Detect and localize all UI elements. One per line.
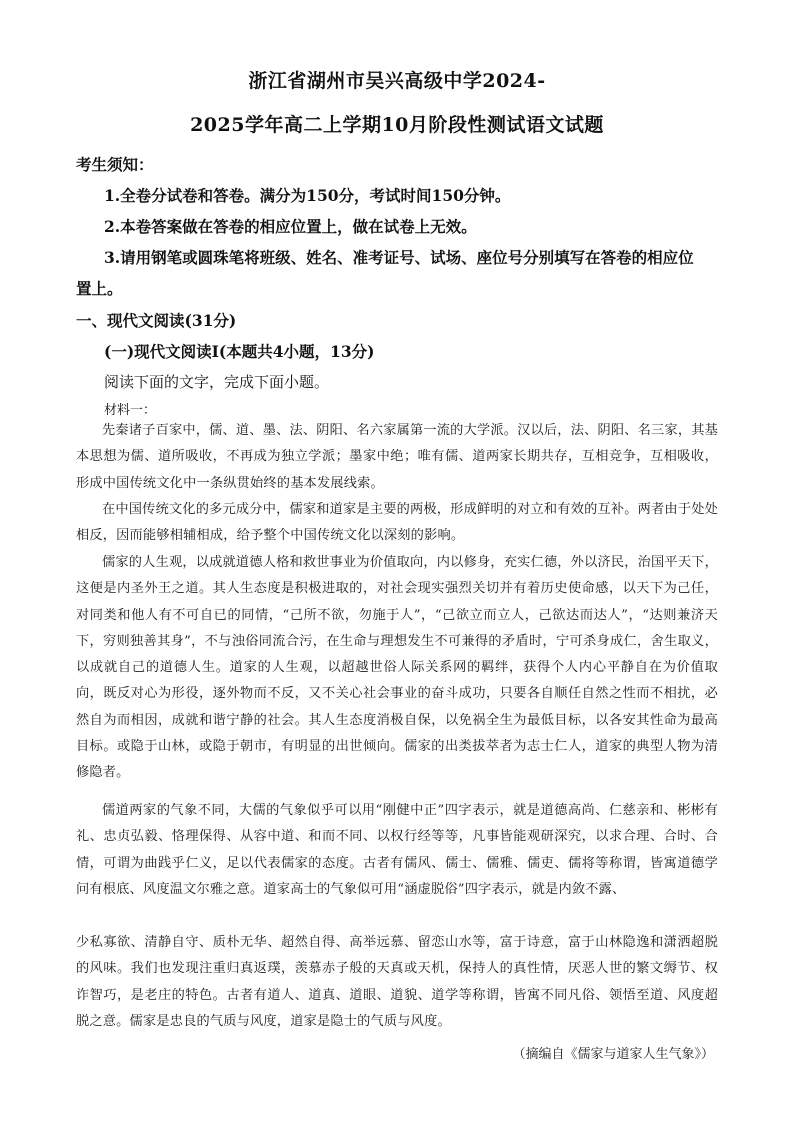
reading-instruction: 阅读下面的文字，完成下面小题。 — [104, 373, 330, 391]
paragraph-2: 在中国传统文化的多元成分中，儒家和道家是主要的两极，形成鲜明的对立和有效的互补。两者由于处处相反，因而能够相辅相成，给予整个中国传统文化以深刻的影响。 — [76, 502, 718, 544]
paragraph-1: 先秦诸子百家中，儒、道、墨、法、阴阳、名六家属第一流的大学派。汉以后，法、阴阳、名三家，其基本思想为儒、道所吸收，不再成为独立学派；墨家中绝；唯有儒、道两家长期共存，互相竞争，互相吸收，形成中国传统文化中一条纵贯始终的基本发展线索。 — [76, 423, 718, 491]
notice-heading: 考生须知： — [76, 155, 154, 174]
exam-title-line-2: 2025学年高二上学期10月阶段性测试语文试题 — [190, 114, 604, 136]
source-citation: （摘编自《儒家与道家人生气象》） — [512, 1047, 714, 1062]
notice-item-2: 2.本卷答案做在答卷的相应位置上，做在试卷上无效。 — [104, 217, 477, 236]
notice-item-3: 3.请用钢笔或圆珠笔将班级、姓名、准考证号、试场、座位号分别填写在答卷的相应位 — [104, 248, 694, 267]
section-heading: 一、现代文阅读(31分) — [76, 311, 237, 330]
section-subheading: (一)现代文阅读Ⅰ(本题共4小题，13分) — [104, 342, 375, 361]
notice-item-1: 1.全卷分试卷和答卷。满分为150分，考试时间150分钟。 — [104, 186, 511, 205]
paragraph-4: 儒道两家的气象不同，大儒的气象似乎可以用“刚健中正”四字表示，就是道德高尚、仁慈亲和、彬彬有礼、忠贞弘毅、恪理保得、从容中道、和而不同、以权行经等等，凡事皆能观研深究，以求合理、合时、合情，可谓为曲践乎仁义，足以代表儒家的态度。古者有儒风、儒士、儒雅、儒吏、儒将等称谓，皆寓道德学问有根底、风度温文尔雅之意。道家高士的气象似可用“涵虚脱俗”四字表示，就是内敛不露、 — [76, 803, 718, 897]
notice-item-3-continued: 置上。 — [76, 279, 123, 298]
paragraph-3: 儒家的人生观，以成就道德人格和救世事业为价值取向，内以修身，充实仁德，外以济民，治国平天下，这便是内圣外王之道。其人生态度是积极进取的，对社会现实强烈关切并有着历史使命感，以天下为己任，对同类和他人有不可自已的同情，“己所不欲，勿施于人”，“己欲立而立人，己欲达而达人”，“达则兼济天下，穷则独善其身”，不与浊俗同流合污，在生命与理想发生不可兼得的矛盾时，宁可杀身成仁，舍生取义，以成就自己的道德人生。道家的人生观，以超越世俗人际关系网的羁绊，获得个人内心平静自在为价值取向，既反对心为形役，逐外物而不反，又不关心社会事业的奋斗成功，只要各自顺任自然之性而不相扰，必然自为而相因，成就和谐宁静的社会。其人生态度消极自保，以免祸全生为最低目标，以各安其性命为最高目标。或隐于山林，或隐于朝市，有明显的出世倾向。儒家的出类拔萃者为志士仁人，道家的典型人物为清修隐者。 — [76, 555, 718, 781]
paragraph-4-continued: 少私寡欲、清静自守、质朴无华、超然自得、高举远慕、留恋山水等，富于诗意，富于山林隐逸和潇洒超脱的风味。我们也发现注重归真返璞，羡慕赤子般的天真或天机，保持人的真性情，厌恶人世的繁文缛节、权诈智巧，是老庄的特色。古者有道人、道真、道眼、道貌、道学等称谓，皆寓不同凡俗、领悟至道、风度超脱之意。儒家是忠良的气质与风度，道家是隐士的气质与风度。 — [76, 935, 718, 1029]
material-label: 材料一： — [104, 403, 157, 418]
exam-title-line-1: 浙江省湖州市吴兴高级中学2024- — [248, 70, 546, 92]
